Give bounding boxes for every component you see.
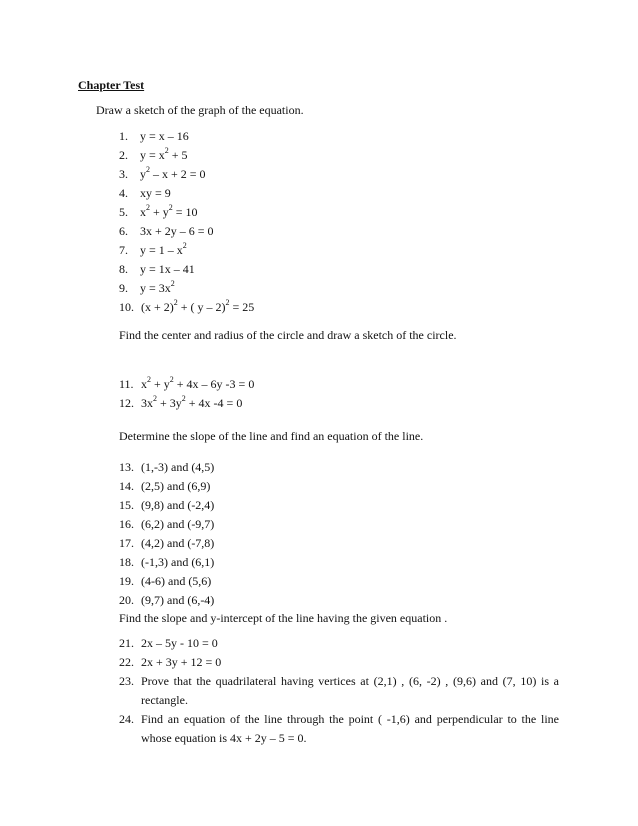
item-text-rest: + 4x -4 = 0 bbox=[185, 396, 243, 410]
item-text bbox=[141, 477, 210, 496]
item-text-main: (-1,3) and (6,1) bbox=[141, 555, 215, 569]
item-number: 6. bbox=[119, 224, 128, 238]
item-text bbox=[141, 458, 214, 477]
list-item bbox=[119, 203, 254, 222]
exponent: 2 bbox=[173, 298, 178, 307]
item-text-rest: + 5 bbox=[168, 148, 188, 162]
item-text-main: 3x bbox=[141, 396, 153, 410]
exponent: 2 bbox=[168, 203, 173, 212]
item-text-main: (9,8) and (-2,4) bbox=[141, 498, 215, 512]
item-text bbox=[141, 375, 254, 394]
item-text-main: x bbox=[140, 205, 146, 219]
item-text-rest: + 4x – 6y -3 = 0 bbox=[173, 377, 255, 391]
item-text-main: y bbox=[140, 167, 146, 181]
list-item bbox=[119, 710, 559, 748]
item-number: 16. bbox=[119, 517, 134, 531]
item-number: 7. bbox=[119, 243, 128, 257]
item-text bbox=[141, 634, 218, 653]
list-item bbox=[119, 146, 254, 165]
item-number: 13. bbox=[119, 460, 134, 474]
instruction-circle: Find the center and radius of the circle and draw a sketch of the circle. bbox=[119, 328, 457, 342]
item-text bbox=[140, 241, 187, 260]
item-number: 19. bbox=[119, 574, 134, 588]
exponent: 2 bbox=[182, 241, 187, 250]
item-text bbox=[140, 203, 198, 222]
exponent: 2 bbox=[147, 375, 151, 384]
item-number: 10. bbox=[119, 300, 134, 314]
item-number: 11. bbox=[119, 377, 134, 391]
item-number: 8. bbox=[119, 262, 128, 276]
item-text bbox=[141, 710, 559, 748]
item-text-main: y = x bbox=[140, 148, 165, 162]
exponent: 2 bbox=[225, 298, 230, 307]
list-item bbox=[119, 127, 254, 146]
exponent: 2 bbox=[170, 279, 175, 288]
item-text-main: (6,2) and (-9,7) bbox=[141, 517, 215, 531]
slope-intercept-list bbox=[119, 634, 559, 748]
item-number: 2. bbox=[119, 148, 128, 162]
item-text-main: y = x – 16 bbox=[140, 129, 189, 143]
item-text bbox=[140, 146, 188, 165]
item-text-main: Find an equation of the line through the point ( -1,6) and perpendicular to the line whose equation is 4x + 2y – 5 = 0. bbox=[141, 712, 559, 745]
exponent: 2 bbox=[169, 375, 174, 384]
item-text bbox=[141, 653, 221, 672]
item-number: 21. bbox=[119, 636, 134, 650]
list-item bbox=[119, 260, 254, 279]
item-text-main: (2,5) and (6,9) bbox=[141, 479, 211, 493]
list-item bbox=[119, 184, 254, 203]
list-item bbox=[119, 672, 559, 710]
item-text bbox=[141, 394, 242, 413]
item-number: 5. bbox=[119, 205, 128, 219]
list-item bbox=[119, 458, 214, 477]
item-number: 22. bbox=[119, 655, 134, 669]
item-text-main: 2x – 5y - 10 = 0 bbox=[141, 636, 218, 650]
item-text-main: 3x + 2y – 6 = 0 bbox=[140, 224, 214, 238]
list-item bbox=[119, 496, 214, 515]
item-text bbox=[140, 184, 171, 203]
exponent: 2 bbox=[146, 165, 150, 174]
item-text-rest: = 25 bbox=[229, 300, 255, 314]
instruction-graph: Draw a sketch of the graph of the equation. bbox=[96, 103, 304, 117]
item-text-main: xy = 9 bbox=[140, 186, 171, 200]
item-text-main: (x + 2) bbox=[141, 300, 174, 314]
item-number: 1. bbox=[119, 129, 128, 143]
list-item bbox=[119, 634, 559, 653]
item-text bbox=[140, 127, 189, 146]
item-text-main: (9,7) and (6,-4) bbox=[141, 593, 215, 607]
graph-equation-list bbox=[119, 127, 254, 317]
circle-equation-list bbox=[119, 375, 254, 413]
exponent: 2 bbox=[181, 394, 186, 403]
item-text bbox=[141, 534, 214, 553]
exponent: 2 bbox=[153, 394, 157, 403]
list-item bbox=[119, 477, 214, 496]
list-item bbox=[119, 375, 254, 394]
item-text-rest: = 10 bbox=[172, 205, 198, 219]
list-item bbox=[119, 515, 214, 534]
item-text-main: Prove that the quadrilateral having vertices at (2,1) , (6, -2) , (9,6) and (7, 10) is a rectangle. bbox=[141, 674, 559, 707]
item-text-main: y = 1x – 41 bbox=[140, 262, 195, 276]
item-text bbox=[141, 572, 211, 591]
item-text bbox=[140, 165, 206, 184]
item-number: 15. bbox=[119, 498, 134, 512]
item-number: 14. bbox=[119, 479, 134, 493]
item-number: 9. bbox=[119, 281, 128, 295]
list-item bbox=[119, 241, 254, 260]
item-text-rest: + y bbox=[150, 205, 169, 219]
item-number: 18. bbox=[119, 555, 134, 569]
item-number: 20. bbox=[119, 593, 134, 607]
item-text-main: y = 1 – x bbox=[140, 243, 183, 257]
item-text-main: (4,2) and (-7,8) bbox=[141, 536, 215, 550]
item-text-main: 2x + 3y + 12 = 0 bbox=[141, 655, 222, 669]
item-number: 24. bbox=[119, 712, 134, 726]
item-number: 4. bbox=[119, 186, 128, 200]
item-text bbox=[141, 591, 214, 610]
exponent: 2 bbox=[146, 203, 150, 212]
instruction-slope-line: Determine the slope of the line and find an equation of the line. bbox=[119, 429, 424, 443]
list-item bbox=[119, 534, 214, 553]
point-pair-list bbox=[119, 458, 214, 610]
item-text bbox=[140, 260, 195, 279]
item-number: 12. bbox=[119, 396, 134, 410]
item-text bbox=[141, 515, 214, 534]
item-text-rest: – x + 2 = 0 bbox=[150, 167, 206, 181]
list-item bbox=[119, 591, 214, 610]
page-title: Chapter Test bbox=[78, 78, 145, 92]
item-text-main: (1,-3) and (4,5) bbox=[141, 460, 215, 474]
item-text bbox=[141, 496, 214, 515]
item-number: 17. bbox=[119, 536, 134, 550]
list-item bbox=[119, 165, 254, 184]
instruction-slope-intercept: Find the slope and y-intercept of the line having the given equation . bbox=[119, 611, 448, 625]
list-item bbox=[119, 572, 214, 591]
item-text-main: (4-6) and (5,6) bbox=[141, 574, 212, 588]
item-text-main: x bbox=[141, 377, 147, 391]
item-text bbox=[140, 279, 175, 298]
list-item bbox=[119, 279, 254, 298]
item-text bbox=[141, 553, 214, 572]
item-number: 3. bbox=[119, 167, 128, 181]
item-text-rest: + y bbox=[151, 377, 170, 391]
exponent: 2 bbox=[164, 146, 169, 155]
item-number: 23. bbox=[119, 674, 134, 688]
item-text bbox=[141, 298, 254, 317]
list-item bbox=[119, 394, 254, 413]
list-item bbox=[119, 653, 559, 672]
list-item bbox=[119, 222, 254, 241]
item-text-rest: + 3y bbox=[157, 396, 182, 410]
item-text bbox=[140, 222, 214, 241]
list-item bbox=[119, 553, 214, 572]
item-text-rest: + ( y – 2) bbox=[177, 300, 226, 314]
item-text-main: y = 3x bbox=[140, 281, 171, 295]
list-item bbox=[119, 298, 254, 317]
item-text bbox=[141, 672, 559, 710]
